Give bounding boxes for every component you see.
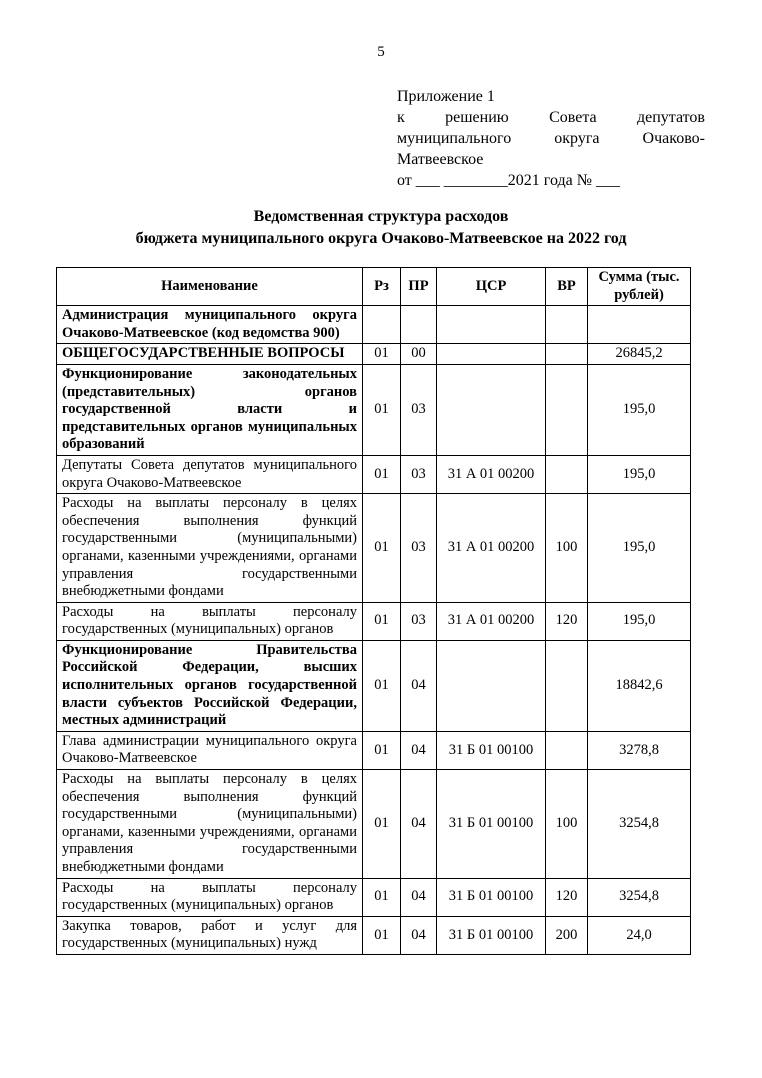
appendix-word: решению — [445, 109, 509, 126]
table-row — [57, 770, 691, 879]
appendix-block — [397, 86, 705, 191]
row-sum-cell: 24,0 — [588, 916, 691, 954]
row-csr-cell — [437, 364, 546, 455]
header-vr: ВР — [546, 268, 588, 306]
row-csr-cell — [437, 344, 546, 365]
row-sum-cell: 195,0 — [588, 455, 691, 493]
row-rz-cell: 01 — [363, 916, 401, 954]
row-vr-cell: 100 — [546, 770, 588, 879]
row-rz-cell: 01 — [363, 494, 401, 603]
row-name-cell: ОБЩЕГОСУДАРСТВЕННЫЕ ВОПРОСЫ — [57, 344, 363, 365]
row-csr-cell: 31 Б 01 00100 — [437, 916, 546, 954]
row-vr-cell: 120 — [546, 602, 588, 640]
row-vr-cell — [546, 364, 588, 455]
row-csr-cell — [437, 640, 546, 731]
row-pr-cell: 03 — [401, 455, 437, 493]
header-name: Наименование — [57, 268, 363, 306]
row-sum-cell: 18842,6 — [588, 640, 691, 731]
row-rz-cell: 01 — [363, 364, 401, 455]
appendix-line-4: Матвеевское — [397, 151, 484, 168]
row-pr-cell — [401, 306, 437, 344]
row-vr-cell — [546, 344, 588, 365]
row-pr-cell: 04 — [401, 878, 437, 916]
row-name-cell: Администрация муниципального округа Очаково-Матвеевское (код ведомства 900) — [57, 306, 363, 344]
row-vr-cell — [546, 640, 588, 731]
row-vr-cell: 120 — [546, 878, 588, 916]
row-pr-cell: 03 — [401, 494, 437, 603]
header-pr: ПР — [401, 268, 437, 306]
row-csr-cell: 31 А 01 00200 — [437, 602, 546, 640]
row-sum-cell: 195,0 — [588, 602, 691, 640]
row-pr-cell: 03 — [401, 602, 437, 640]
row-pr-cell: 04 — [401, 916, 437, 954]
row-rz-cell: 01 — [363, 455, 401, 493]
header-rz: Рз — [363, 268, 401, 306]
row-name-cell: Расходы на выплаты персоналу в целях обеспечения выполнения функций государственными (муниципальными) органами, казенными учреждениями, органами управления государственными внебюджетными фондами — [57, 494, 363, 603]
row-vr-cell — [546, 306, 588, 344]
row-name-cell: Функционирование законодательных (представительных) органов государственной власти и представительных органов муниципальных образований — [57, 364, 363, 455]
table-row — [57, 306, 691, 344]
row-name-cell: Депутаты Совета депутатов муниципального округа Очаково-Матвеевское — [57, 455, 363, 493]
row-sum-cell: 3254,8 — [588, 770, 691, 879]
row-rz-cell: 01 — [363, 602, 401, 640]
appendix-word: округа — [554, 130, 600, 147]
table-body — [57, 306, 691, 955]
table-row — [57, 344, 691, 365]
row-vr-cell: 200 — [546, 916, 588, 954]
row-csr-cell: 31 Б 01 00100 — [437, 878, 546, 916]
appendix-line-2 — [397, 107, 705, 128]
row-sum-cell: 26845,2 — [588, 344, 691, 365]
table-row — [57, 494, 691, 603]
appendix-word: к — [397, 109, 405, 126]
title-line-1: Ведомственная структура расходов — [253, 208, 509, 225]
row-rz-cell: 01 — [363, 731, 401, 769]
row-pr-cell: 00 — [401, 344, 437, 365]
table-header-row — [57, 268, 691, 306]
row-rz-cell: 01 — [363, 344, 401, 365]
row-sum-cell: 3278,8 — [588, 731, 691, 769]
row-sum-cell — [588, 306, 691, 344]
row-vr-cell — [546, 731, 588, 769]
row-vr-cell: 100 — [546, 494, 588, 603]
row-rz-cell — [363, 306, 401, 344]
row-sum-cell: 3254,8 — [588, 878, 691, 916]
appendix-line-3 — [397, 128, 705, 149]
header-sum: Сумма (тыс. рублей) — [588, 268, 691, 306]
row-csr-cell — [437, 306, 546, 344]
row-sum-cell: 195,0 — [588, 364, 691, 455]
appendix-word: депутатов — [636, 109, 705, 126]
row-csr-cell: 31 Б 01 00100 — [437, 731, 546, 769]
row-name-cell: Расходы на выплаты персоналу государственных (муниципальных) органов — [57, 878, 363, 916]
row-name-cell: Закупка товаров, работ и услуг для государственных (муниципальных) нужд — [57, 916, 363, 954]
table-row — [57, 916, 691, 954]
appendix-title: Приложение 1 — [397, 88, 495, 105]
row-pr-cell: 04 — [401, 640, 437, 731]
page-number: 5 — [377, 44, 385, 60]
row-csr-cell: 31 А 01 00200 — [437, 455, 546, 493]
row-sum-cell: 195,0 — [588, 494, 691, 603]
row-rz-cell: 01 — [363, 770, 401, 879]
row-name-cell: Функционирование Правительства Российской Федерации, высших исполнительных органов государственной власти субъектов Российской Федерации, местных администраций — [57, 640, 363, 731]
row-pr-cell: 04 — [401, 770, 437, 879]
appendix-date-line: от ___ ________2021 года № ___ — [397, 172, 620, 189]
budget-table — [56, 267, 691, 955]
title-line-2: бюджета муниципального округа Очаково-Матвеевское на 2022 год — [135, 230, 627, 247]
appendix-word: Совета — [549, 109, 597, 126]
table-row — [57, 878, 691, 916]
row-csr-cell: 31 Б 01 00100 — [437, 770, 546, 879]
appendix-word: муниципального — [397, 130, 512, 147]
table-row — [57, 364, 691, 455]
row-csr-cell: 31 А 01 00200 — [437, 494, 546, 603]
row-rz-cell: 01 — [363, 878, 401, 916]
table-row — [57, 455, 691, 493]
row-name-cell: Расходы на выплаты персоналу в целях обеспечения выполнения функций государственными (муниципальными) органами, казенными учреждениями, органами управления государственными внебюджетными фондами — [57, 770, 363, 879]
appendix-word: Очаково- — [642, 130, 705, 147]
row-pr-cell: 04 — [401, 731, 437, 769]
row-vr-cell — [546, 455, 588, 493]
table-row — [57, 602, 691, 640]
table-row — [57, 640, 691, 731]
row-rz-cell: 01 — [363, 640, 401, 731]
row-pr-cell: 03 — [401, 364, 437, 455]
row-name-cell: Расходы на выплаты персоналу государственных (муниципальных) органов — [57, 602, 363, 640]
table-row — [57, 731, 691, 769]
header-csr: ЦСР — [437, 268, 546, 306]
document-title — [0, 206, 762, 250]
row-name-cell: Глава администрации муниципального округа Очаково-Матвеевское — [57, 731, 363, 769]
